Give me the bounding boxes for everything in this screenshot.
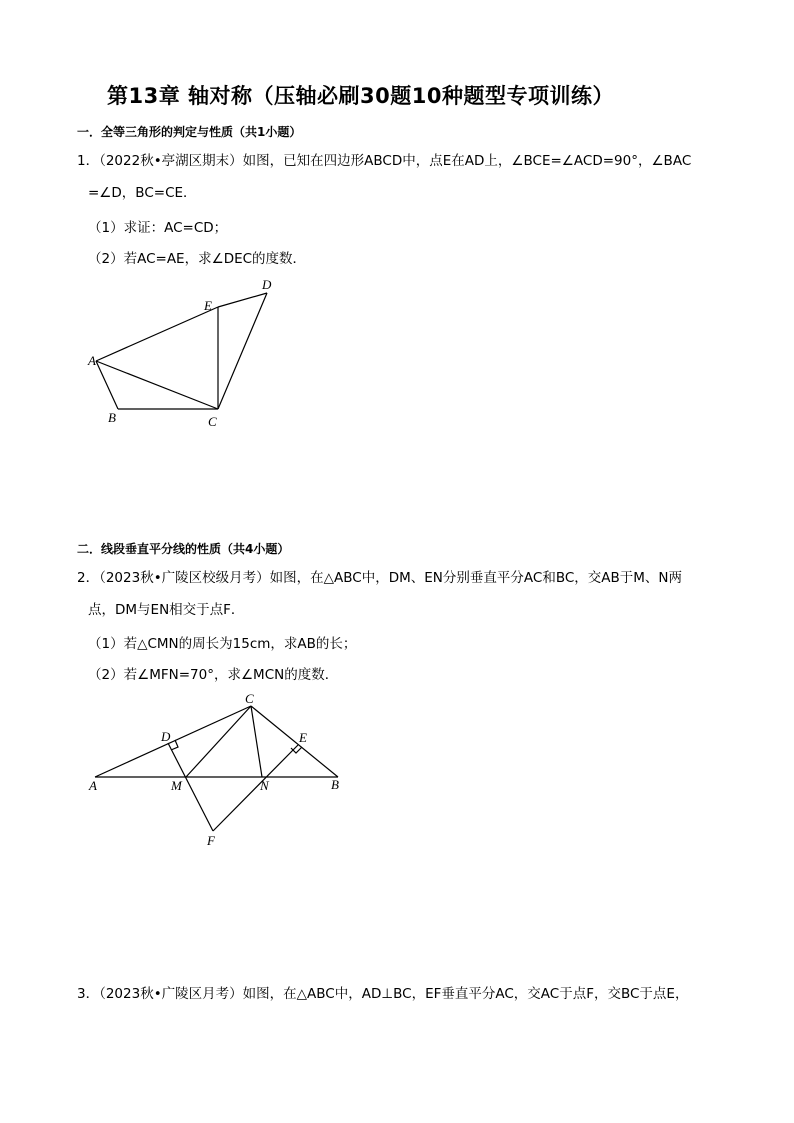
problem-1-line-1: 1．（2022秋•亭湖区期末）如图，已知在四边形ABCD中，点E在AD上，∠BCE=∠ACD=90°，∠BAC <box>77 153 692 169</box>
segment-ac <box>95 706 251 777</box>
problem-1-line-2: =∠D，BC=CE． <box>88 185 197 201</box>
problem-2-line-2: 点，DM与EN相交于点F． <box>88 602 245 618</box>
label-c: C <box>208 414 217 429</box>
label-b: B <box>108 410 116 425</box>
segment-cb <box>251 706 338 777</box>
label-d: D <box>262 277 272 292</box>
problem-1-question-2: （2）若AC=AE，求∠DEC的度数． <box>88 251 307 267</box>
problem-1-figure <box>80 270 300 435</box>
problem-1-question-1: （1）求证：AC=CD； <box>88 220 228 236</box>
section-heading-1: 一．全等三角形的判定与性质（共1小题） <box>77 125 302 139</box>
segment-cm <box>186 706 251 777</box>
label-d: D <box>161 729 171 744</box>
problem-2-figure <box>80 690 360 855</box>
problem-2-question-2: （2）若∠MFN=70°，求∠MCN的度数． <box>88 667 339 683</box>
section-heading-2: 二．线段垂直平分线的性质（共4小题） <box>77 542 290 556</box>
problem-3-line-1: 3．（2023秋•广陵区月考）如图，在△ABC中，AD⊥BC，EF垂直平分AC，交AC于点F，交BC于点E， <box>77 986 689 1002</box>
problem-2-line-1: 2．（2023秋•广陵区校级月考）如图，在△ABC中，DM、EN分别垂直平分AC和BC，交AB于M、N两 <box>77 570 683 586</box>
segment-cn <box>251 706 262 777</box>
right-angle-mark-e <box>291 747 302 753</box>
label-a: A <box>88 353 96 368</box>
label-b: B <box>331 777 339 792</box>
label-m: M <box>171 778 182 793</box>
label-e: E <box>299 730 307 745</box>
segment-ae <box>96 307 218 361</box>
label-c: C <box>245 691 254 706</box>
label-a: A <box>89 778 97 793</box>
problem-2-question-1: （1）若△CMN的周长为15cm，求AB的长； <box>88 636 357 652</box>
segment-ef <box>213 745 298 831</box>
page-title: 第13章 轴对称（压轴必刷30题10种题型专项训练） <box>107 84 614 108</box>
label-f: F <box>207 833 215 848</box>
label-e: E <box>204 298 212 313</box>
segment-ed <box>218 293 267 307</box>
label-n: N <box>260 778 269 793</box>
segment-dc <box>218 293 267 409</box>
